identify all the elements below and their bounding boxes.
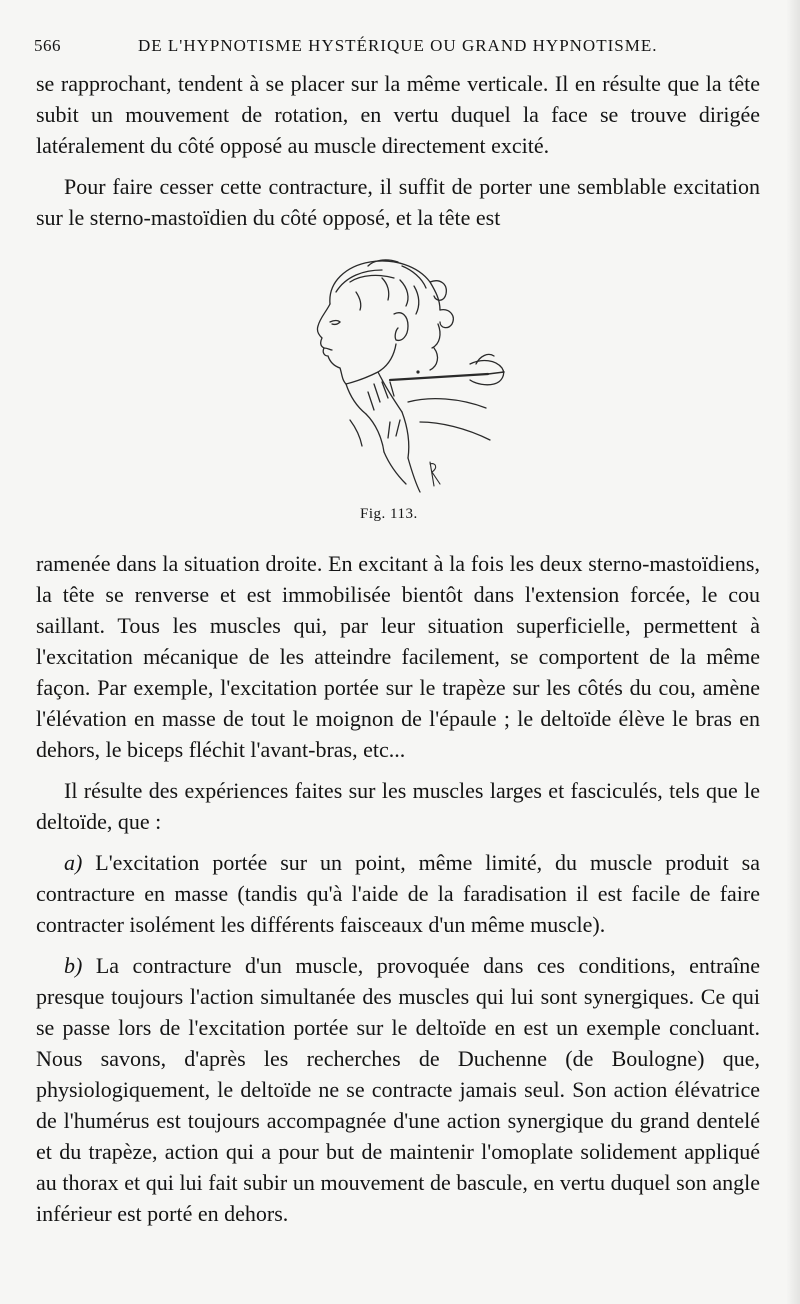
paragraph-top-1: se rapprochant, tendent à se placer sur la même verticale. Il en résulte que la tête subit un mouvement de rotation, en vertu duquel la face se trouve dirigée latéralement du côté opposé au muscle directement excité. [36, 71, 760, 158]
list-item-a [36, 847, 760, 940]
paragraph-top-2: Pour faire cesser cette contracture, il suffit de porter une semblable excitation sur le sterno-mastoïdien du côté opposé, et la tête est [36, 174, 760, 230]
top-text-block [36, 68, 760, 243]
figure-113-illustration [290, 252, 530, 498]
list-marker-b: b) [64, 953, 83, 978]
list-marker-a: a) [64, 850, 83, 875]
running-title: DE L'HYPNOTISME HYSTÉRIQUE OU GRAND HYPNOTISME. [138, 36, 658, 55]
paragraph-text: Il résulte des expériences faites sur les muscles larges et fasciculés, tels que le deltoïde, que : [36, 778, 760, 834]
list-text-a: L'excitation portée sur un point, même limité, du muscle produit sa contracture en masse (tandis qu'à l'aide de la faradisation il est facile de faire contracter isolément les différents faisceaux d'un même muscle). [36, 850, 761, 937]
list-item-b [36, 950, 760, 1229]
paragraph-bottom-2 [36, 775, 760, 837]
page-number: 566 [34, 36, 61, 55]
list-text-b: La contracture d'un muscle, provoquée dans ces conditions, entraîne presque toujours l'action simultanée des muscles qui lui sont synergiques. Ce qui se passe lors de l'excitation portée sur le deltoïde en est un exemple concluant. Nous savons, d'après les recherches de Duchenne (de Boulogne) que, physiologiquement, le deltoïde ne se contracte jamais seul. Son action élévatrice de l'humérus est toujours accompagnée d'une action synergique du grand dentelé et du trapèze, action qui a pour but de maintenir l'omoplate solidement appliqué au thorax et qui lui fait subir un mouvement de bascule, en vertu duquel son angle inférieur est porté en dehors. [36, 953, 760, 1226]
page-header [34, 36, 764, 60]
paragraph-bottom-1 [36, 548, 760, 765]
bottom-text-block [36, 548, 760, 1239]
paragraph-text: ramenée dans la situation droite. En excitant à la fois les deux sterno-mastoïdiens, la tête se renverse et est immobilisée bientôt dans l'extension forcée, le cou saillant. Tous les muscles qui, par leur situation superficielle, permettent à l'excitation mécanique de les atteindre facilement, se comportent de la même façon. Par exemple, l'excitation portée sur le trapèze sur les côtés du cou, amène l'élévation en masse de tout le moignon de l'épaule ; le deltoïde élève le bras en dehors, le biceps fléchit l'avant-bras, etc... [36, 551, 760, 762]
head-engraving-drawing [290, 252, 530, 498]
figure-caption: Fig. 113. [360, 506, 418, 522]
